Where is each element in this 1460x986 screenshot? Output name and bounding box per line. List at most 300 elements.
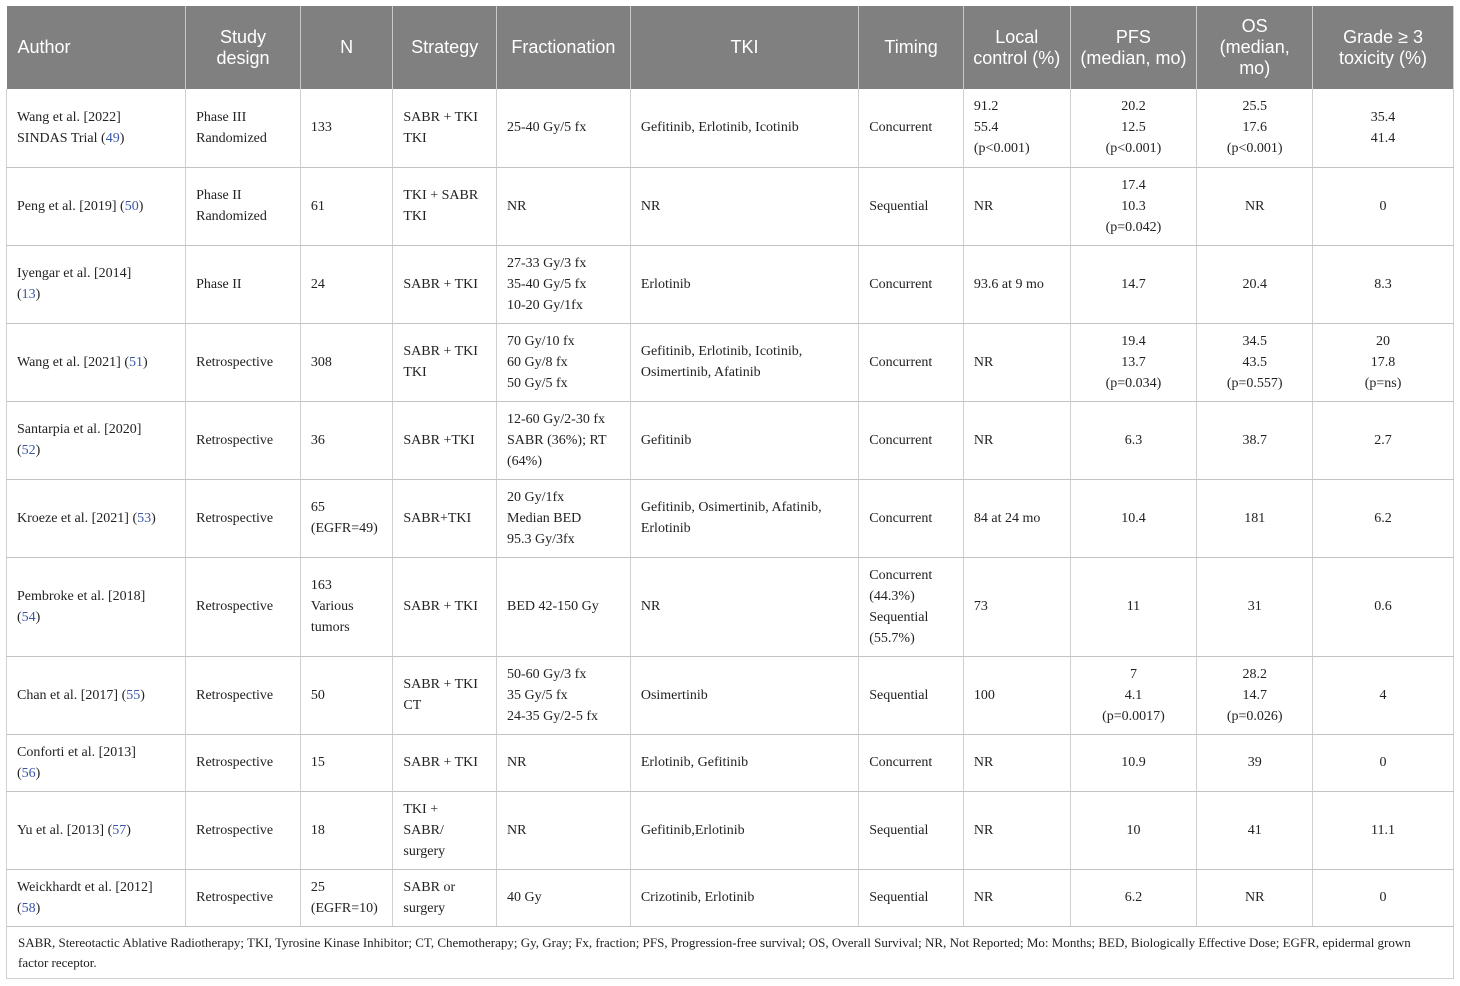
- cell-tki-line: NR: [640, 198, 661, 214]
- cell-os-line: 14.7: [1242, 687, 1267, 703]
- cell-study-design: [186, 89, 301, 167]
- cell-timing: [859, 791, 964, 869]
- cell-timing-line: Sequential: [869, 198, 929, 214]
- cell-toxicity-line: (p=ns): [1364, 375, 1402, 391]
- cell-n-line: tumors: [310, 620, 350, 635]
- cell-fractionation-line: 25-40 Gy/5 fx: [507, 120, 587, 136]
- cell-pfs: [1070, 557, 1197, 656]
- cell-timing-line: (55.7%): [869, 630, 915, 646]
- cell-timing-line: Concurrent: [869, 276, 933, 292]
- cell-strategy: [393, 791, 497, 869]
- cell-author: [7, 167, 186, 245]
- cell-pfs-line: (p=0.042): [1105, 219, 1162, 235]
- cell-fractionation-line: NR: [507, 198, 527, 214]
- cell-local-control: [963, 167, 1070, 245]
- cell-author-line: Wang et al. [2021] (51): [17, 354, 148, 370]
- table-container: [6, 6, 1454, 979]
- cell-os-line: 20.4: [1242, 276, 1267, 292]
- cell-os: [1197, 401, 1313, 479]
- cell-toxicity-line: 11.1: [1371, 822, 1396, 838]
- cell-fractionation-line: 60 Gy/8 fx: [507, 354, 568, 370]
- cell-timing-line: Concurrent: [869, 120, 933, 136]
- cell-pfs: [1070, 656, 1197, 734]
- cell-tki-line: Crizotinib, Erlotinib: [640, 890, 755, 905]
- cell-fractionation: [497, 869, 631, 926]
- cell-study-design-line: Phase III: [196, 109, 247, 125]
- cell-tki-line: Gefitinib, Osimertinib, Afatinib,: [640, 500, 822, 515]
- cell-toxicity: [1313, 557, 1454, 656]
- cell-toxicity-line: 6.2: [1374, 510, 1392, 526]
- table-body: [7, 89, 1454, 926]
- cell-pfs-line: 7: [1129, 666, 1137, 682]
- cell-author-line: Pembroke et al. [2018]: [17, 588, 146, 604]
- cell-n: [300, 557, 393, 656]
- cell-study-design-line: Phase II: [196, 188, 242, 203]
- cell-local-control: [963, 479, 1070, 557]
- cell-author: [7, 734, 186, 791]
- cell-n: [300, 401, 393, 479]
- cell-timing-line: Sequential: [869, 609, 929, 625]
- cell-timing-line: Sequential: [869, 687, 929, 703]
- table-row: [7, 734, 1454, 791]
- cell-author-line: Peng et al. [2019] (50): [17, 198, 144, 214]
- cell-local-control-line: (p<0.001): [973, 141, 1030, 157]
- header-strategy: Strategy: [393, 6, 497, 89]
- cell-os-line: 25.5: [1242, 99, 1267, 115]
- cell-study-design-line: Phase II: [196, 276, 242, 292]
- cell-n: [300, 479, 393, 557]
- cell-pfs: [1070, 401, 1197, 479]
- cell-local-control: [963, 401, 1070, 479]
- cell-toxicity-line: 17.8: [1370, 354, 1396, 370]
- cell-fractionation: [497, 791, 631, 869]
- citation-link[interactable]: 58: [21, 900, 36, 916]
- cell-pfs: [1070, 167, 1197, 245]
- cell-study-design-line: Randomized: [196, 209, 267, 224]
- cell-os: [1197, 791, 1313, 869]
- cell-tki-line: Osimertinib: [640, 687, 708, 703]
- cell-author-line: Yu et al. [2013] (57): [17, 822, 131, 838]
- cell-strategy-line: SABR + TKI: [403, 344, 478, 359]
- citation-link[interactable]: 51: [129, 354, 143, 370]
- cell-pfs: [1070, 869, 1197, 926]
- cell-tki: [630, 323, 858, 401]
- cell-timing: [859, 401, 964, 479]
- cell-study-design-line: Retrospective: [196, 822, 274, 838]
- cell-timing: [859, 167, 964, 245]
- cell-study-design-line: Retrospective: [196, 432, 274, 448]
- cell-local-control-line: 91.2: [973, 99, 999, 115]
- citation-link[interactable]: 54: [21, 609, 36, 625]
- cell-strategy: [393, 89, 497, 167]
- cell-n: [300, 245, 393, 323]
- header-os: OS (median, mo): [1197, 6, 1313, 89]
- cell-author: [7, 656, 186, 734]
- cell-tki: [630, 89, 858, 167]
- cell-author: [7, 869, 186, 926]
- cell-tki-line: Erlotinib, Gefitinib: [640, 755, 749, 770]
- cell-tki: [630, 245, 858, 323]
- cell-fractionation-line: 70 Gy/10 fx: [507, 333, 575, 349]
- cell-strategy-line: SABR+TKI: [403, 510, 472, 526]
- cell-strategy-line: CT: [403, 698, 422, 713]
- cell-strategy-line: SABR + TKI: [403, 755, 478, 770]
- cell-study-design-line: Randomized: [196, 130, 267, 146]
- cell-author: [7, 479, 186, 557]
- cell-tki: [630, 167, 858, 245]
- cell-n: [300, 791, 393, 869]
- cell-toxicity-line: 8.3: [1374, 276, 1392, 292]
- cell-strategy: [393, 869, 497, 926]
- cell-os: [1197, 734, 1313, 791]
- cell-n-line: 163: [310, 578, 332, 593]
- cell-timing: [859, 479, 964, 557]
- cell-fractionation-line: NR: [507, 755, 527, 770]
- cell-toxicity: [1313, 89, 1454, 167]
- cell-tki: [630, 656, 858, 734]
- cell-fractionation-line: 50-60 Gy/3 fx: [507, 666, 587, 682]
- cell-toxicity-line: 0: [1379, 890, 1387, 905]
- cell-timing-line: Sequential: [869, 890, 929, 905]
- header-local-control: Local control (%): [963, 6, 1070, 89]
- cell-os: [1197, 245, 1313, 323]
- cell-tki: [630, 479, 858, 557]
- cell-timing: [859, 656, 964, 734]
- cell-os-line: NR: [1244, 198, 1265, 214]
- cell-n-line: 18: [310, 822, 325, 838]
- cell-n-line: 24: [310, 276, 325, 292]
- cell-tki: [630, 869, 858, 926]
- cell-study-design: [186, 656, 301, 734]
- cell-n-line: 36: [310, 432, 325, 448]
- cell-strategy: [393, 323, 497, 401]
- header-timing: Timing: [859, 6, 964, 89]
- cell-toxicity: [1313, 245, 1454, 323]
- header-author: Author: [7, 6, 186, 89]
- cell-fractionation-line: SABR (36%); RT: [507, 432, 607, 448]
- citation-link[interactable]: 52: [21, 443, 36, 458]
- cell-timing: [859, 734, 964, 791]
- header-tki: TKI: [630, 6, 858, 89]
- cell-os-line: 181: [1244, 510, 1266, 526]
- header-study-design: Study design: [186, 6, 301, 89]
- cell-study-design: [186, 401, 301, 479]
- cell-pfs-line: 10: [1126, 822, 1141, 838]
- cell-pfs-line: 6.3: [1124, 432, 1143, 448]
- cell-pfs-line: 11: [1126, 599, 1141, 614]
- header-n: N: [300, 6, 393, 89]
- cell-pfs-line: 6.2: [1124, 890, 1143, 905]
- cell-n-line: 308: [310, 354, 332, 370]
- cell-author-line: (54): [17, 609, 41, 625]
- cell-fractionation-line: BED 42-150 Gy: [507, 599, 599, 614]
- cell-toxicity-line: 0.6: [1374, 599, 1392, 614]
- cell-fractionation-line: 12-60 Gy/2-30 fx: [507, 411, 606, 427]
- cell-author-line: Wang et al. [2022]: [17, 109, 121, 125]
- citation-link[interactable]: 13: [21, 287, 36, 302]
- cell-timing: [859, 869, 964, 926]
- cell-study-design: [186, 167, 301, 245]
- cell-fractionation-line: 35 Gy/5 fx: [507, 687, 568, 703]
- cell-author-line: SINDAS Trial (49): [17, 130, 125, 146]
- cell-strategy-line: surgery: [403, 843, 446, 859]
- cell-local-control: [963, 89, 1070, 167]
- cell-author-line: (52): [17, 443, 41, 458]
- cell-fractionation-line: 20 Gy/1fx: [507, 489, 565, 505]
- cell-n: [300, 869, 393, 926]
- cell-strategy-line: surgery: [403, 900, 446, 916]
- cell-timing-line: Concurrent: [869, 432, 933, 448]
- cell-timing-line: Sequential: [869, 822, 929, 838]
- citation-link[interactable]: 49: [105, 130, 120, 146]
- cell-os-line: NR: [1244, 890, 1265, 905]
- cell-local-control: [963, 734, 1070, 791]
- cell-pfs: [1070, 323, 1197, 401]
- table-row: [7, 656, 1454, 734]
- header-fractionation: Fractionation: [497, 6, 631, 89]
- cell-pfs-line: (p=0.034): [1105, 375, 1162, 391]
- cell-n: [300, 656, 393, 734]
- cell-os-line: 43.5: [1242, 354, 1267, 370]
- cell-toxicity-line: 0: [1379, 198, 1387, 214]
- cell-fractionation-line: 50 Gy/5 fx: [507, 375, 568, 391]
- cell-fractionation: [497, 479, 631, 557]
- citation-link[interactable]: 57: [112, 822, 127, 838]
- cell-strategy: [393, 557, 497, 656]
- cell-n-line: 50: [310, 687, 325, 703]
- cell-pfs-line: 20.2: [1121, 99, 1146, 115]
- citation-link[interactable]: 53: [137, 510, 152, 526]
- cell-local-control: [963, 245, 1070, 323]
- cell-strategy-line: SABR + TKI: [403, 276, 478, 292]
- citation-link[interactable]: 55: [126, 687, 141, 703]
- cell-fractionation-line: (64%): [507, 453, 543, 469]
- cell-os: [1197, 869, 1313, 926]
- cell-fractionation-line: NR: [507, 822, 527, 838]
- cell-os: [1197, 167, 1313, 245]
- table-row: [7, 245, 1454, 323]
- cell-os-line: 41: [1247, 822, 1262, 838]
- cell-local-control: [963, 557, 1070, 656]
- cell-strategy-line: SABR +TKI: [403, 432, 475, 448]
- header-toxicity: Grade ≥ 3 toxicity (%): [1313, 6, 1454, 89]
- cell-fractionation-line: 27-33 Gy/3 fx: [507, 255, 587, 271]
- cell-author-line: (13): [17, 287, 41, 302]
- cell-toxicity: [1313, 167, 1454, 245]
- cell-os-line: 34.5: [1242, 333, 1267, 349]
- cell-author-line: (56): [17, 765, 41, 781]
- cell-timing-line: Concurrent: [869, 510, 933, 526]
- cell-fractionation-line: 24-35 Gy/2-5 fx: [507, 708, 599, 724]
- cell-author-line: Weickhardt et al. [2012]: [17, 879, 153, 895]
- cell-toxicity: [1313, 401, 1454, 479]
- table-row: [7, 323, 1454, 401]
- cell-study-design: [186, 734, 301, 791]
- cell-pfs-line: 4.1: [1124, 687, 1143, 703]
- cell-os-line: (p=0.026): [1226, 708, 1283, 724]
- cell-toxicity: [1313, 656, 1454, 734]
- table-row: [7, 89, 1454, 167]
- cell-author-line: Iyengar et al. [2014]: [17, 266, 132, 281]
- cell-local-control-line: NR: [973, 822, 994, 838]
- table-row: [7, 401, 1454, 479]
- cell-tki-line: Osimertinib, Afatinib: [640, 365, 761, 380]
- cell-tki-line: Gefitinib, Erlotinib, Icotinib,: [640, 344, 803, 359]
- cell-n-line: 133: [310, 120, 332, 136]
- cell-tki: [630, 734, 858, 791]
- table-row: [7, 479, 1454, 557]
- cell-toxicity: [1313, 323, 1454, 401]
- cell-n-line: Various: [310, 599, 354, 614]
- cell-local-control: [963, 869, 1070, 926]
- cell-pfs-line: 14.7: [1121, 276, 1146, 292]
- cell-timing-line: Concurrent: [869, 755, 933, 770]
- cell-local-control: [963, 791, 1070, 869]
- cell-timing: [859, 323, 964, 401]
- cell-local-control-line: 55.4: [973, 120, 999, 136]
- cell-strategy-line: TKI +: [403, 801, 439, 817]
- cell-n: [300, 167, 393, 245]
- cell-n: [300, 734, 393, 791]
- cell-fractionation-line: 10-20 Gy/1fx: [507, 297, 583, 313]
- table-row: [7, 167, 1454, 245]
- cell-author: [7, 557, 186, 656]
- citation-link[interactable]: 56: [21, 765, 36, 781]
- cell-n-line: 65: [310, 500, 325, 515]
- cell-n: [300, 89, 393, 167]
- cell-author-line: Conforti et al. [2013]: [17, 744, 136, 760]
- cell-tki: [630, 557, 858, 656]
- cell-os-line: (p<0.001): [1226, 141, 1283, 157]
- cell-tki-line: Gefitinib: [640, 432, 692, 448]
- cell-tki-line: Erlotinib: [640, 521, 691, 536]
- cell-study-design-line: Retrospective: [196, 687, 274, 703]
- cell-toxicity-line: 35.4: [1370, 109, 1396, 125]
- cell-author: [7, 245, 186, 323]
- cell-toxicity: [1313, 791, 1454, 869]
- cell-timing: [859, 89, 964, 167]
- cell-fractionation-line: 40 Gy: [507, 890, 542, 905]
- cell-pfs-line: 13.7: [1121, 354, 1146, 370]
- cell-tki-line: Erlotinib: [640, 276, 691, 292]
- cell-study-design-line: Retrospective: [196, 510, 274, 526]
- cell-fractionation: [497, 167, 631, 245]
- citation-link[interactable]: 50: [124, 198, 139, 214]
- cell-author: [7, 89, 186, 167]
- cell-tki-line: Gefitinib, Erlotinib, Icotinib: [640, 120, 799, 136]
- cell-strategy-line: TKI: [403, 209, 427, 224]
- cell-pfs-line: 19.4: [1121, 333, 1146, 349]
- cell-pfs: [1070, 734, 1197, 791]
- cell-fractionation: [497, 734, 631, 791]
- cell-toxicity-line: 4: [1379, 687, 1387, 703]
- cell-toxicity-line: 2.7: [1374, 432, 1392, 448]
- cell-strategy: [393, 401, 497, 479]
- cell-fractionation: [497, 323, 631, 401]
- cell-os-line: 39: [1247, 755, 1262, 770]
- cell-strategy-line: SABR/: [403, 822, 444, 838]
- cell-os: [1197, 557, 1313, 656]
- cell-toxicity-line: 0: [1379, 755, 1387, 770]
- cell-n-line: 25: [310, 879, 325, 895]
- cell-study-design: [186, 869, 301, 926]
- table-row: [7, 791, 1454, 869]
- cell-author: [7, 791, 186, 869]
- cell-toxicity-line: 20: [1376, 333, 1391, 349]
- cell-strategy: [393, 479, 497, 557]
- cell-timing: [859, 245, 964, 323]
- cell-pfs: [1070, 245, 1197, 323]
- cell-pfs-line: 10.3: [1121, 198, 1146, 214]
- cell-study-design: [186, 323, 301, 401]
- cell-pfs-line: 12.5: [1121, 120, 1146, 136]
- cell-local-control-line: NR: [973, 432, 994, 448]
- cell-pfs: [1070, 89, 1197, 167]
- cell-strategy-line: TKI + SABR: [403, 188, 479, 203]
- cell-pfs-line: 10.9: [1121, 755, 1146, 770]
- cell-fractionation: [497, 245, 631, 323]
- cell-fractionation-line: 35-40 Gy/5 fx: [507, 276, 587, 292]
- cell-study-design-line: Retrospective: [196, 599, 274, 614]
- cell-toxicity: [1313, 479, 1454, 557]
- cell-author-line: Santarpia et al. [2020]: [17, 422, 142, 437]
- cell-local-control: [963, 656, 1070, 734]
- cell-os: [1197, 323, 1313, 401]
- cell-local-control-line: 93.6 at 9 mo: [973, 276, 1044, 292]
- cell-author-line: Chan et al. [2017] (55): [17, 687, 145, 703]
- cell-toxicity: [1313, 734, 1454, 791]
- cell-strategy-line: SABR + TKI: [403, 677, 478, 692]
- table-row: [7, 557, 1454, 656]
- cell-author-line: (58): [17, 900, 41, 916]
- table-row: [7, 869, 1454, 926]
- cell-tki: [630, 401, 858, 479]
- cell-tki-line: NR: [640, 599, 661, 614]
- cell-strategy: [393, 656, 497, 734]
- cell-tki-line: Gefitinib,Erlotinib: [640, 822, 745, 838]
- cell-author-line: Kroeze et al. [2021] (53): [17, 510, 156, 526]
- cell-study-design: [186, 791, 301, 869]
- cell-os-line: 28.2: [1242, 666, 1267, 682]
- table-footnote: SABR, Stereotactic Ablative Radiotherapy; TKI, Tyrosine Kinase Inhibitor; CT, Chemotherapy; Gy, Gray; Fx, fraction; PFS, Progression-free survival; OS, Overall Survival; NR, Not Reported; Mo: Months; BED, Biologically Effective Dose; EGFR, epidermal grown factor receptor.: [6, 927, 1454, 979]
- cell-tki: [630, 791, 858, 869]
- cell-fractionation: [497, 656, 631, 734]
- cell-strategy-line: SABR + TKI: [403, 109, 478, 125]
- cell-os-line: (p=0.557): [1226, 375, 1283, 391]
- cell-os-line: 17.6: [1242, 120, 1267, 136]
- cell-os: [1197, 656, 1313, 734]
- cell-study-design-line: Retrospective: [196, 354, 274, 370]
- cell-local-control-line: 73: [973, 599, 988, 614]
- cell-study-design: [186, 557, 301, 656]
- cell-strategy: [393, 734, 497, 791]
- header-pfs: PFS (median, mo): [1070, 6, 1197, 89]
- cell-n-line: (EGFR=49): [310, 521, 378, 536]
- cell-os-line: 38.7: [1242, 432, 1267, 448]
- cell-toxicity: [1313, 869, 1454, 926]
- cell-timing-line: (44.3%): [869, 588, 915, 604]
- cell-strategy-line: TKI: [403, 365, 427, 380]
- cell-strategy-line: SABR + TKI: [403, 599, 478, 614]
- cell-study-design: [186, 479, 301, 557]
- cell-os: [1197, 479, 1313, 557]
- cell-local-control-line: NR: [973, 354, 994, 370]
- cell-timing-line: Concurrent: [869, 567, 933, 583]
- cell-n-line: (EGFR=10): [310, 900, 378, 916]
- cell-pfs-line: (p<0.001): [1105, 141, 1162, 157]
- cell-pfs-line: 17.4: [1121, 177, 1146, 193]
- cell-pfs-line: 10.4: [1121, 510, 1146, 526]
